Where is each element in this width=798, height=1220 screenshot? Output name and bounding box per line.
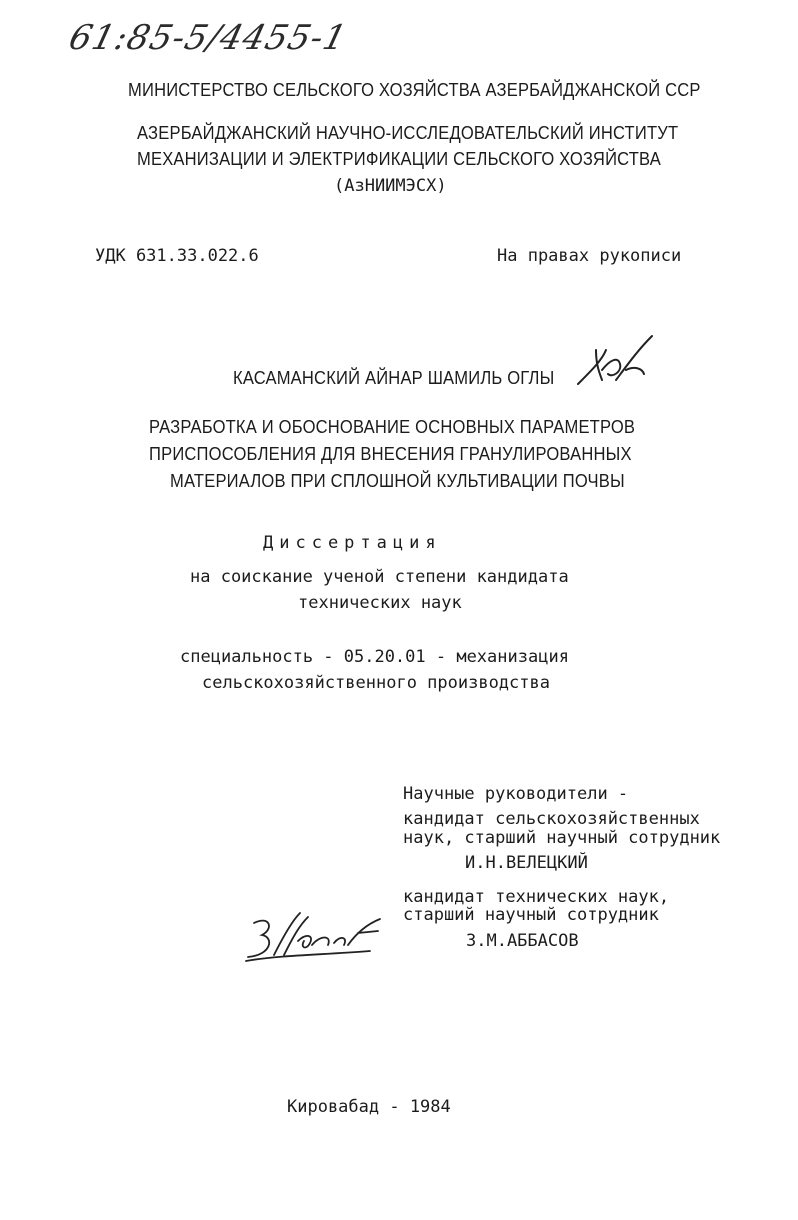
thesis-title-line-3: МАТЕРИАЛОВ ПРИ СПЛОШНОЙ КУЛЬТИВАЦИИ ПОЧВЫ [170,471,625,491]
document-type: Диссертация [263,533,442,553]
thesis-title-line-2: ПРИСПОСОБЛЕНИЯ ДЛЯ ВНЕСЕНИЯ ГРАНУЛИРОВАННЫХ [149,444,632,464]
supervisor-2-name: З.М.АББАСОВ [466,931,579,951]
author-signature-icon [572,330,662,400]
place-and-year: Кировабад - 1984 [287,1097,451,1117]
manuscript-rights: На правах рукописи [497,246,682,266]
supervisor-signature-icon [240,905,390,970]
supervisor-1-line-2: наук, старший научный сотрудник [403,828,721,848]
degree-line-1: на соискание ученой степени кандидата [190,567,569,587]
udk-code: УДК 631.33.022.6 [95,246,259,266]
supervisors-heading: Научные руководители - [403,784,629,804]
specialty-line-2: сельскохозяйственного производства [202,673,550,693]
degree-line-2: технических наук [298,593,462,613]
institute-abbreviation: (АзНИИМЭСХ) [334,176,447,196]
institute-line-1: АЗЕРБАЙДЖАНСКИЙ НАУЧНО-ИССЛЕДОВАТЕЛЬСКИЙ ИНСТИТУТ [137,123,679,143]
ministry-heading: МИНИСТЕРСТВО СЕЛЬСКОГО ХОЗЯЙСТВА АЗЕРБАЙДЖАНСКОЙ ССР [128,80,701,100]
author-name: КАСАМАНСКИЙ АЙНАР ШАМИЛЬ ОГЛЫ [233,368,555,388]
supervisor-2-line-1: кандидат технических наук, [403,887,670,907]
thesis-title-line-1: РАЗРАБОТКА И ОБОСНОВАНИЕ ОСНОВНЫХ ПАРАМЕТРОВ [149,417,636,437]
supervisor-1-name: И.Н.ВЕЛЕЦКИЙ [465,853,588,873]
specialty-line-1: специальность - 05.20.01 - механизация [180,647,569,667]
archive-number-handwritten: 61:85-5/4455-1 [65,18,352,58]
supervisor-2-line-2: старший научный сотрудник [403,905,659,925]
institute-line-2: МЕХАНИЗАЦИИ И ЭЛЕКТРИФИКАЦИИ СЕЛЬСКОГО ХОЗЯЙСТВА [137,149,661,169]
supervisor-1-line-1: кандидат сельскохозяйственных [403,809,700,829]
